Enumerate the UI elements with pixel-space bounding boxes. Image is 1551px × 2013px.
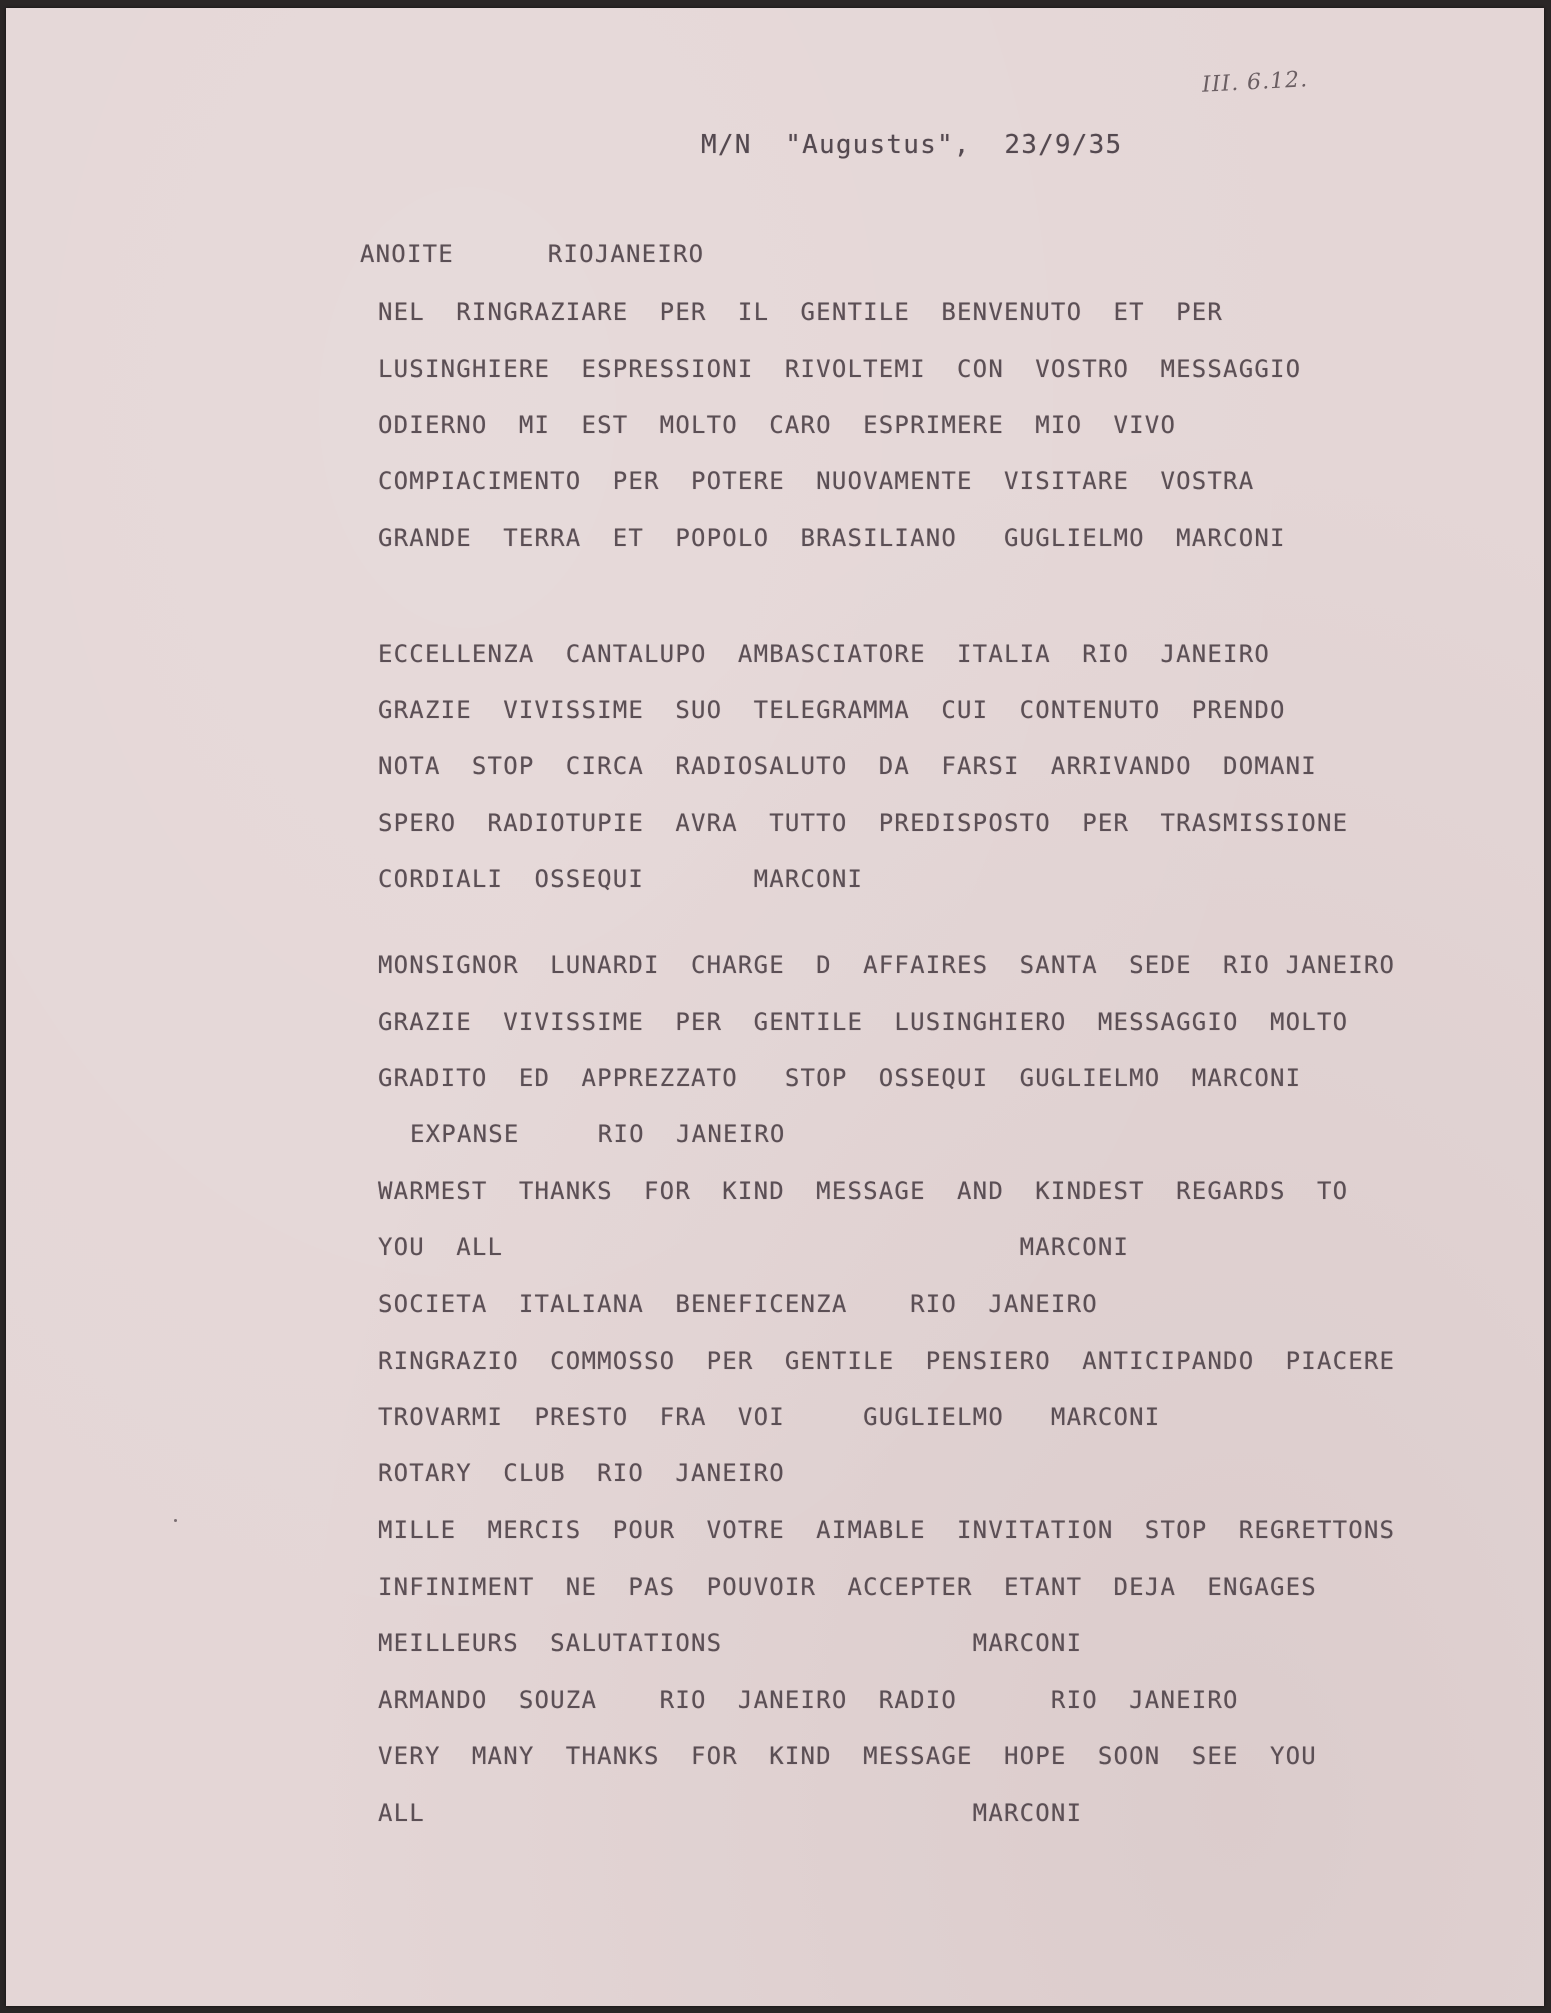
telegram-line: ECCELLENZA CANTALUPO AMBASCIATORE ITALIA RIO JANEIRO <box>378 640 1271 668</box>
telegram-line: GRANDE TERRA ET POPOLO BRASILIANO GUGLIELMO MARCONI <box>378 524 1286 552</box>
telegram-line: SPERO RADIOTUPIE AVRA TUTTO PREDISPOSTO PER TRASMISSIONE <box>378 809 1349 837</box>
telegram-line: EXPANSE RIO JANEIRO <box>410 1120 786 1148</box>
telegram-line: GRADITO ED APPREZZATO STOP OSSEQUI GUGLIELMO MARCONI <box>378 1064 1302 1092</box>
telegram-line: GRAZIE VIVISSIME SUO TELEGRAMMA CUI CONTENUTO PRENDO <box>378 696 1286 724</box>
telegram-line: LUSINGHIERE ESPRESSIONI RIVOLTEMI CON VOSTRO MESSAGGIO <box>378 355 1302 383</box>
telegram-line: NOTA STOP CIRCA RADIOSALUTO DA FARSI ARRIVANDO DOMANI <box>378 752 1317 780</box>
telegram-line: MONSIGNOR LUNARDI CHARGE D AFFAIRES SANTA SEDE RIO JANEIRO <box>378 951 1396 979</box>
telegram-line: RINGRAZIO COMMOSSO PER GENTILE PENSIERO ANTICIPANDO PIACERE <box>378 1347 1396 1375</box>
telegram-line: ROTARY CLUB RIO JANEIRO <box>378 1459 785 1487</box>
telegram-line: GRAZIE VIVISSIME PER GENTILE LUSINGHIERO MESSAGGIO MOLTO <box>378 1008 1349 1036</box>
document-page <box>6 8 1544 2006</box>
telegram-line: INFINIMENT NE PAS POUVOIR ACCEPTER ETANT DEJA ENGAGES <box>378 1573 1317 1601</box>
telegram-line: TROVARMI PRESTO FRA VOI GUGLIELMO MARCONI <box>378 1403 1161 1431</box>
paper-speck <box>174 1519 177 1522</box>
telegram-line: MEILLEURS SALUTATIONS MARCONI <box>378 1629 1083 1657</box>
telegram-line: YOU ALL MARCONI <box>378 1233 1130 1261</box>
document-header: M/N "Augustus", 23/9/35 <box>701 130 1123 160</box>
telegram-line: VERY MANY THANKS FOR KIND MESSAGE HOPE SOON SEE YOU <box>378 1742 1317 1770</box>
telegram-line: ARMANDO SOUZA RIO JANEIRO RADIO RIO JANEIRO <box>378 1686 1239 1714</box>
telegram-line: COMPIACIMENTO PER POTERE NUOVAMENTE VISITARE VOSTRA <box>378 467 1255 495</box>
telegram-line: CORDIALI OSSEQUI MARCONI <box>378 865 864 893</box>
telegram-line: SOCIETA ITALIANA BENEFICENZA RIO JANEIRO <box>378 1290 1098 1318</box>
telegram-line: ALL MARCONI <box>378 1799 1083 1827</box>
telegram-line: WARMEST THANKS FOR KIND MESSAGE AND KINDEST REGARDS TO <box>378 1177 1349 1205</box>
telegram-line: ANOITE RIOJANEIRO <box>360 240 705 268</box>
telegram-line: MILLE MERCIS POUR VOTRE AIMABLE INVITATION STOP REGRETTONS <box>378 1516 1396 1544</box>
telegram-line: NEL RINGRAZIARE PER IL GENTILE BENVENUTO ET PER <box>378 298 1224 326</box>
telegram-line: ODIERNO MI EST MOLTO CARO ESPRIMERE MIO VIVO <box>378 411 1177 439</box>
archive-reference-handwritten: III. 6.12. <box>1201 67 1309 98</box>
